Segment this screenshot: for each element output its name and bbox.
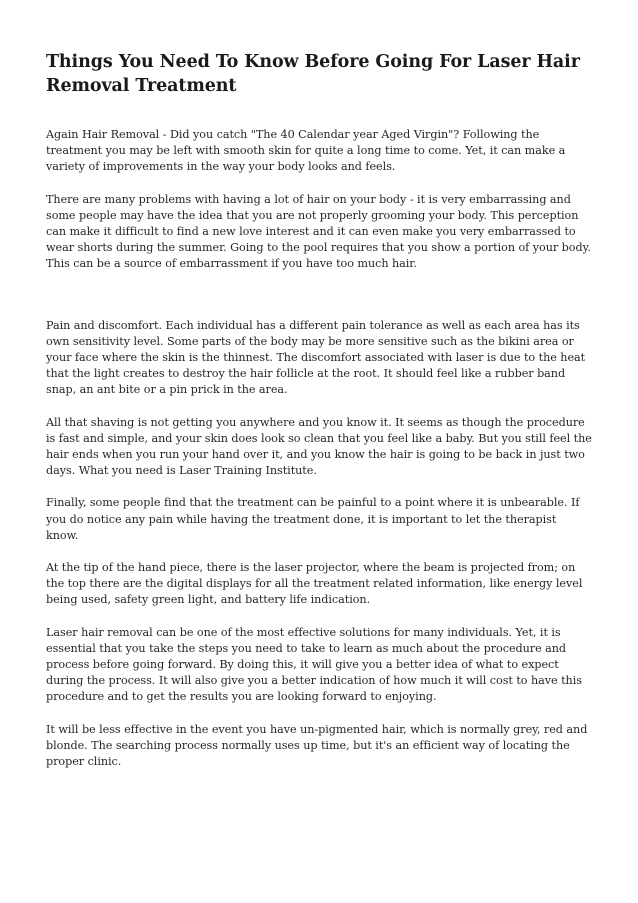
paragraph-problems: There are many problems with having a lot of hair on your body - it is very embarrassing and some people may have the idea that you are not properly grooming your body. This perception can make it difficult to find a new love interest and it can even make you very embarrassed to wear shorts during the summer. Going to the pool requires that you show a portion of your body. This can be a source of embarrassment if you have too much hair. xyxy=(46,192,591,271)
paragraph-painful-treatment: Finally, some people find that the treatment can be painful to a point where it is unbearable. If you do notice any pain while having the treatment done, it is important to let the therapist know. xyxy=(46,496,580,542)
paragraph-intro: Again Hair Removal - Did you catch "The 40 Calendar year Aged Virgin"? Following the treatment you may be left with smooth skin for quite a long time to come. Yet, it can make a variety of improvements in the way your body looks and feels. xyxy=(46,128,566,174)
paragraph-less-effective: It will be less effective in the event you have un-pigmented hair, which is normally grey, red and blonde. The searching process normally uses up time, but it's an efficient way of locating the proper clinic. xyxy=(46,722,588,769)
paragraph-hand-piece: At the tip of the hand piece, there is the laser projector, where the beam is projected from; on the top there are the digital displays for all the treatment related information, like energy level being used, safety green light, and battery life indication. xyxy=(46,561,583,607)
paragraph-pain: Pain and discomfort. Each individual has a different pain tolerance as well as each area has its own sensitivity level. Some parts of the body may be more sensitive such as the bikini area or your face where the skin is the thinnest. The discomfort associated with laser is due to the heat that the light creates to destroy the hair follicle at the root. It should feel like a rubber band snap, an ant bite or a pin prick in the area. xyxy=(46,318,586,397)
blank-space xyxy=(46,289,592,318)
document-title: Things You Need To Know Before Going For Laser Hair Removal Treatment xyxy=(46,52,580,96)
paragraph-shaving: All that shaving is not getting you anywhere and you know it. It seems as though the procedure is fast and simple, and your skin does look so clean that you feel like a baby. But you still feel the hair ends when you run your hand over it, and you know the hair is going to be back in just two days. What you need is Laser Training Institute. xyxy=(46,415,592,478)
paragraph-effective-solutions: Laser hair removal can be one of the most effective solutions for many individuals. Yet, it is essential that you take the steps you need to take to learn as much about the procedure and process before going forward. By doing this, it will give you a better idea of what to expect during the process. It will also give you a better indication of how much it will cost to have this procedure and to get the results you are looking forward to enjoying. xyxy=(46,625,582,704)
